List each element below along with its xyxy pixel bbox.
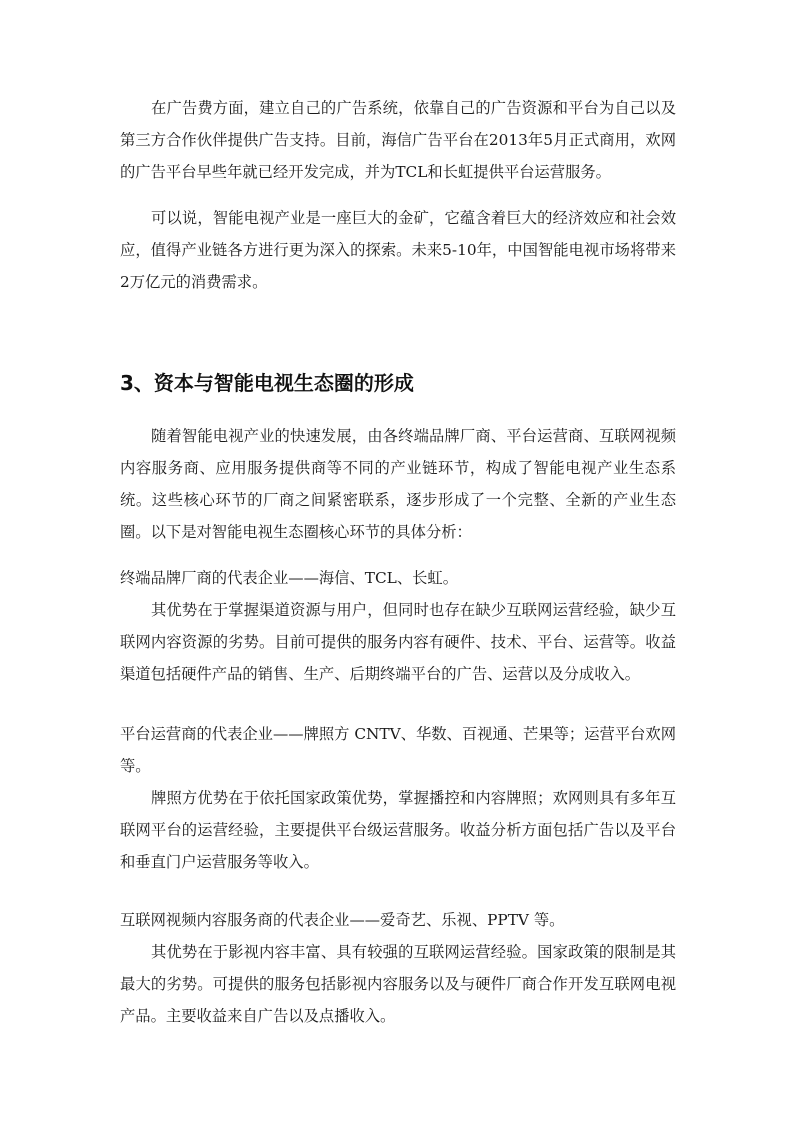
platform-operators-body: 牌照方优势在于依托国家政策优势，掌握播控和内容牌照；欢网则具有多年互联网平台的运营经验，主要提供平台级运营服务。收益分析方面包括广告以及平台和垂直门户运营服务等收入。 [120,789,676,871]
terminal-brands-title: 终端品牌厂商的代表企业——海信、TCL、长虹。 [120,569,459,587]
paragraph-ad-fee: 在广告费方面，建立自己的广告系统，依靠自己的广告资源和平台为自己以及第三方合作伙伴提供广告支持。目前，海信广告平台在2013年5月正式商用，欢网的广告平台早些年就已经开发完成，并为TCL和长虹提供平台运营服务。 [120,99,676,181]
section-intro: 随着智能电视产业的快速发展，由各终端品牌厂商、平台运营商、互联网视频内容服务商、应用服务提供商等不同的产业链环节，构成了智能电视产业生态系统。这些核心环节的厂商之间紧密联系，逐步形成了一个完整、全新的产业生态圈。以下是对智能电视生态圈核心环节的具体分析： [120,427,676,541]
section-heading: 3、资本与智能电视生态圈的形成 [120,371,414,395]
video-content-title: 互联网视频内容服务商的代表企业——爱奇艺、乐视、PPTV 等。 [120,911,565,929]
platform-operators-title: 平台运营商的代表企业——牌照方 CNTV、华数、百视通、芒果等；运营平台欢网等。 [120,725,676,775]
terminal-brands-body: 其优势在于掌握渠道资源与用户，但同时也存在缺少互联网运营经验，缺少互联网内容资源的劣势。目前可提供的服务内容有硬件、技术、平台、运营等。收益渠道包括硬件产品的销售、生产、后期终端平台的广告、运营以及分成收入。 [120,601,676,683]
paragraph-gold-mine: 可以说，智能电视产业是一座巨大的金矿，它蕴含着巨大的经济效应和社会效应，值得产业链各方进行更为深入的探索。未来5-10年，中国智能电视市场将带来2万亿元的消费需求。 [120,209,676,291]
video-content-body: 其优势在于影视内容丰富、具有较强的互联网运营经验。国家政策的限制是其最大的劣势。可提供的服务包括影视内容服务以及与硬件厂商合作开发互联网电视产品。主要收益来自广告以及点播收入。 [120,943,676,1025]
